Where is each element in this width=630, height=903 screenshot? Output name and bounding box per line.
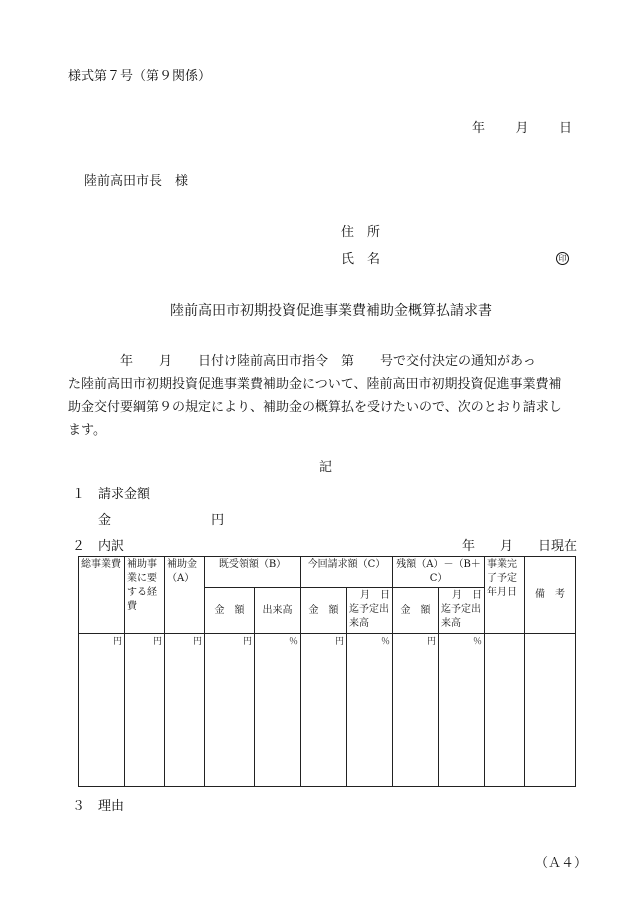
address-label: 住 所 bbox=[341, 225, 381, 240]
sub-expected: 迄予定出来高 bbox=[441, 604, 482, 629]
body-line: 助金交付要綱第９の規定により、補助金の概算払を受けたいので、次のとおり請求し bbox=[68, 400, 562, 415]
body-line: ます。 bbox=[68, 423, 106, 438]
body-line: 年 月 日付け陸前高田市指令 第 号で交付決定の通知があっ bbox=[68, 354, 536, 369]
cell-unit-pct: ％ bbox=[255, 634, 301, 787]
sub-month-day: 月 日 bbox=[360, 590, 391, 601]
sub-month-day: 月 日 bbox=[452, 590, 483, 601]
sub-expected-progress bbox=[439, 588, 485, 634]
header-subsidy: 補助金（A） bbox=[165, 557, 205, 634]
sub-expected-progress bbox=[347, 588, 393, 634]
header-total-cost: 総事業費 bbox=[79, 557, 125, 634]
date-year: 年 bbox=[472, 121, 486, 136]
ki-marker: 記 bbox=[319, 460, 333, 475]
cell-unit-pct: ％ bbox=[439, 634, 485, 787]
cell-unit-yen: 円 bbox=[301, 634, 347, 787]
cell-empty bbox=[525, 634, 576, 787]
seal-icon: 印 bbox=[556, 252, 569, 265]
header-received: 既受領額（B） bbox=[205, 557, 301, 588]
date-day: 日 bbox=[558, 121, 572, 136]
section-2-heading: ２ 内訳 bbox=[72, 539, 125, 554]
amount-prefix: 金 bbox=[98, 513, 112, 528]
name-label: 氏 名 bbox=[341, 252, 381, 267]
cell-unit-yen: 円 bbox=[79, 634, 125, 787]
as-of-date bbox=[462, 540, 577, 553]
sub-amount: 金 額 bbox=[205, 588, 255, 634]
amount-line bbox=[98, 514, 224, 527]
sub-amount: 金 額 bbox=[301, 588, 347, 634]
header-required-cost: 補助事業に要する経費 bbox=[125, 557, 165, 634]
breakdown-table bbox=[78, 556, 576, 787]
header-remarks: 備 考 bbox=[525, 557, 576, 634]
form-number: 様式第７号（第９関係） bbox=[68, 69, 212, 84]
cell-unit-pct: ％ bbox=[347, 634, 393, 787]
sub-amount: 金 額 bbox=[393, 588, 439, 634]
header-completion-date: 事業完了予定年月日 bbox=[485, 557, 525, 634]
as-of-year: 年 bbox=[462, 539, 476, 554]
header-balance: 残額（A）－（B＋C） bbox=[393, 557, 485, 588]
sub-progress: 出来高 bbox=[255, 588, 301, 634]
cell-unit-yen: 円 bbox=[205, 634, 255, 787]
sub-expected: 迄予定出来高 bbox=[349, 604, 390, 629]
as-of-suffix: 日現在 bbox=[537, 539, 577, 554]
cell-unit-yen: 円 bbox=[125, 634, 165, 787]
header-current: 今回請求額（C） bbox=[301, 557, 393, 588]
section-1-heading: １ 請求金額 bbox=[72, 487, 151, 502]
cell-empty bbox=[485, 634, 525, 787]
cell-unit-yen: 円 bbox=[165, 634, 205, 787]
paper-size-label: （Ａ４） bbox=[535, 856, 588, 871]
body-text bbox=[68, 350, 578, 442]
amount-unit: 円 bbox=[211, 513, 225, 528]
as-of-month: 月 bbox=[499, 539, 513, 554]
date-line bbox=[472, 122, 572, 135]
document-title: 陸前高田市初期投資促進事業費補助金概算払請求書 bbox=[170, 303, 492, 319]
date-month: 月 bbox=[515, 121, 529, 136]
cell-unit-yen: 円 bbox=[393, 634, 439, 787]
table-row bbox=[79, 634, 576, 787]
body-line: た陸前高田市初期投資促進事業費補助金について、陸前高田市初期投資促進事業費補 bbox=[68, 377, 562, 392]
section-3-heading: ３ 理由 bbox=[72, 799, 125, 814]
addressee: 陸前高田市長 様 bbox=[84, 174, 189, 189]
